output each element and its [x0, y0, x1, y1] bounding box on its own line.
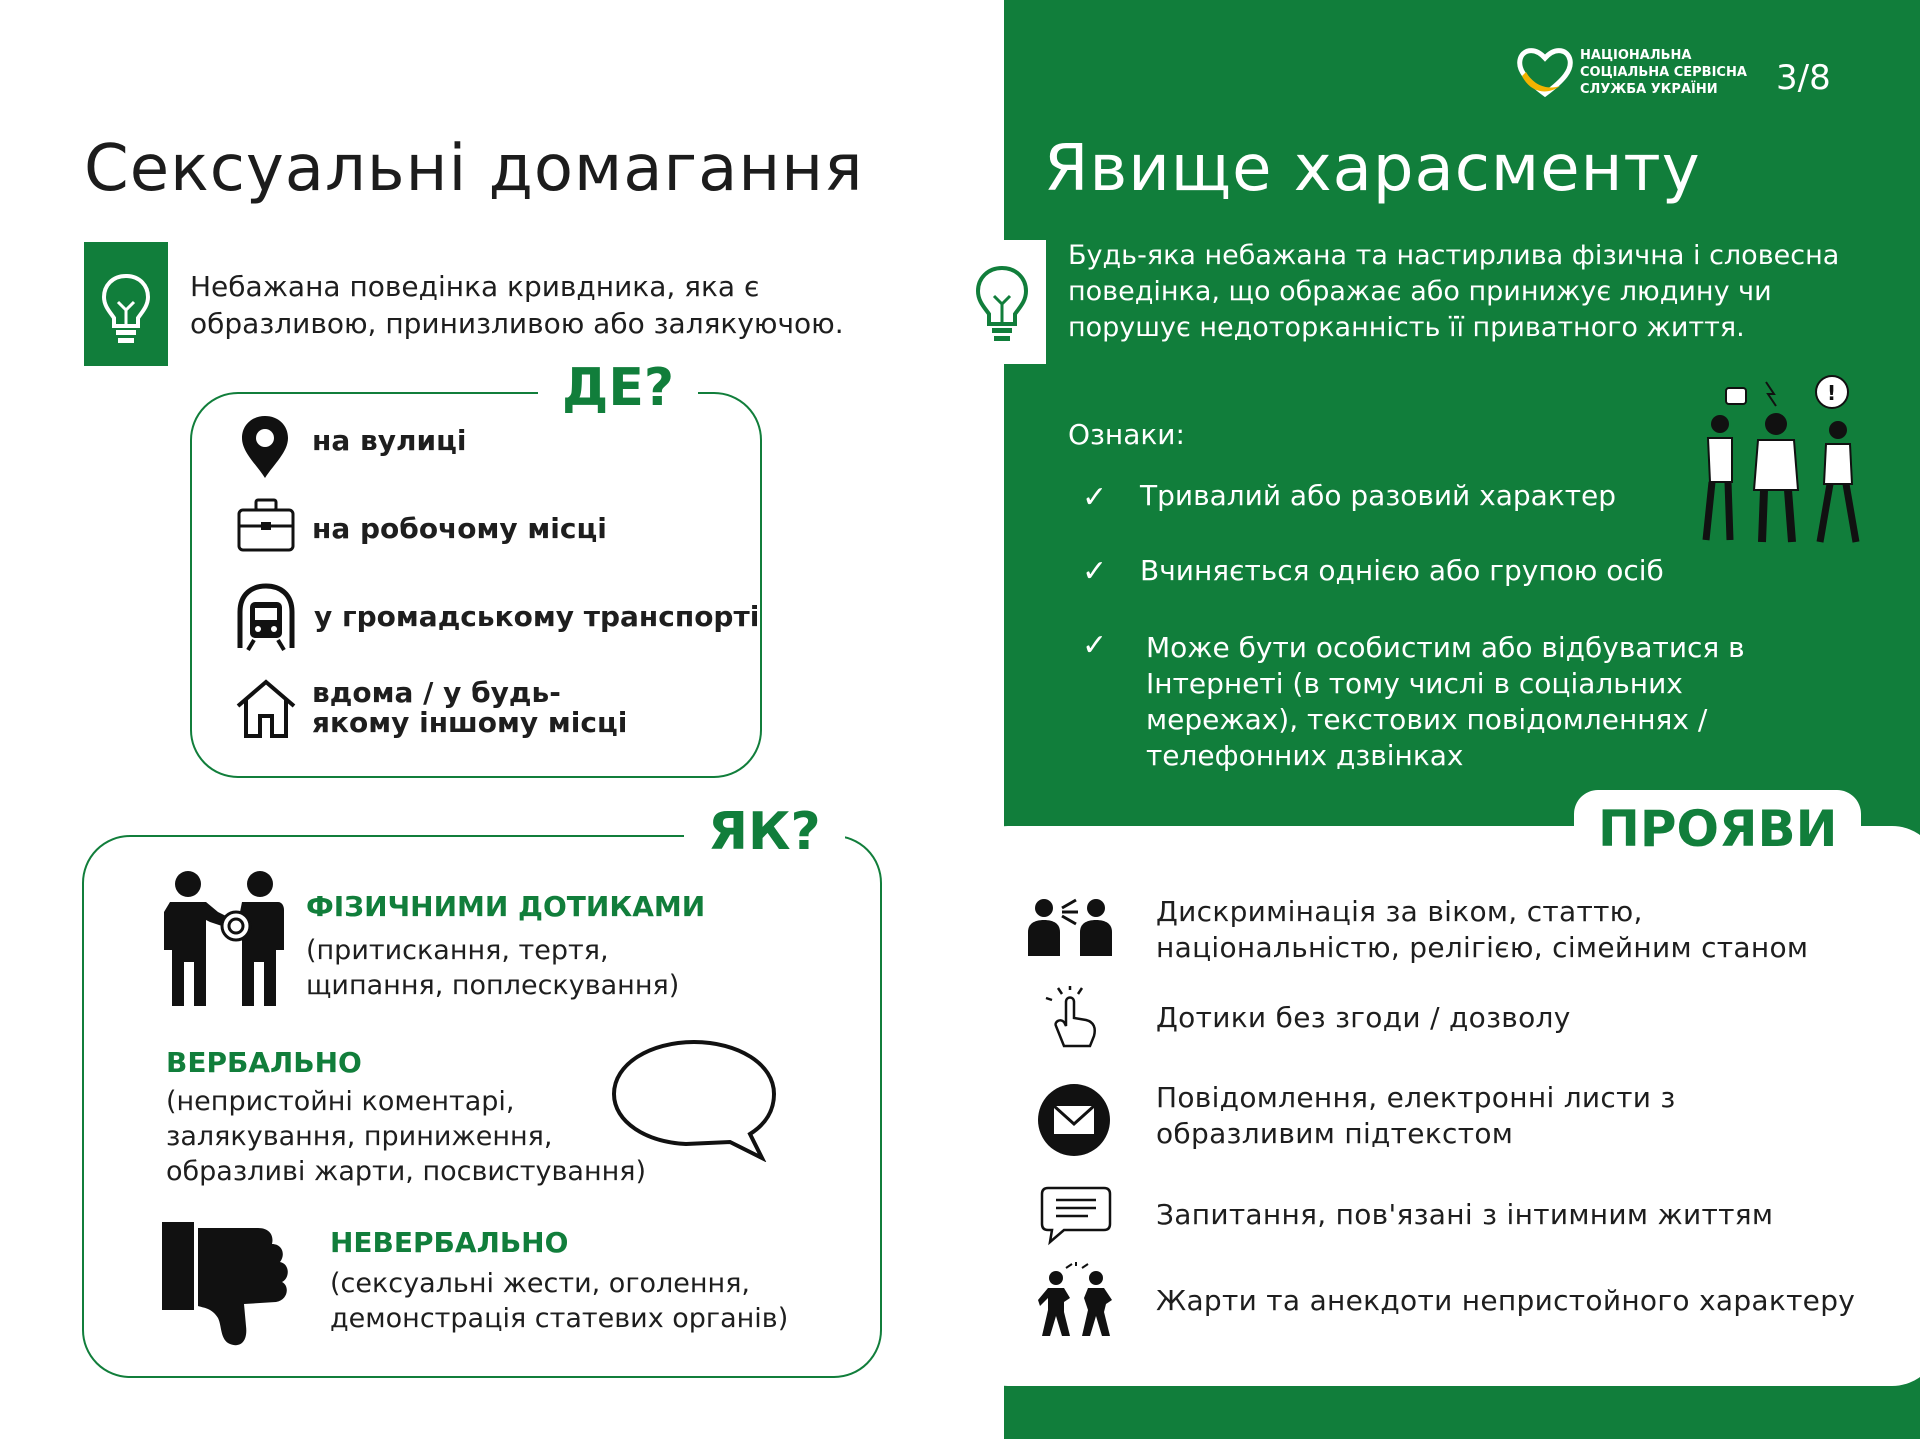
bulb-badge: [84, 242, 168, 366]
where-item-home: вдома / у будь-якому іншому місці: [312, 676, 628, 739]
lightbulb-icon: [84, 242, 168, 366]
how-nonverbal-desc: (сексуальні жести, оголення, демонстрація статевих органів): [330, 1268, 789, 1334]
people-illustration: [1696, 372, 1878, 550]
envelope-icon: [1036, 1082, 1112, 1158]
how-heading: ЯК?: [684, 806, 845, 858]
how-verbal-title: ВЕРБАЛЬНО: [166, 1046, 362, 1079]
forms-heading: ПРОЯВИ: [1574, 790, 1861, 866]
check-icon: ✓: [1082, 554, 1108, 589]
form-item-messages: Повідомлення, електронні листи з образливим підтекстом: [1156, 1081, 1676, 1150]
house-icon: [234, 676, 298, 740]
location-pin-icon: [238, 414, 292, 480]
where-item-workplace: на робочому місці: [312, 512, 607, 545]
touching-people-icon: [156, 870, 292, 1010]
right-title: Явище харасменту: [1044, 132, 1701, 206]
form-item-questions: Запитання, пов'язані з інтимним життям: [1156, 1198, 1774, 1231]
how-physical-title: ФІЗИЧНИМИ ДОТИКАМИ: [306, 890, 706, 923]
check-icon: ✓: [1082, 628, 1108, 663]
how-nonverbal-title: НЕВЕРБАЛЬНО: [330, 1226, 569, 1259]
chat-icon: [1040, 1184, 1112, 1246]
check-icon: ✓: [1082, 480, 1108, 515]
briefcase-icon: [236, 496, 296, 556]
left-title: Сексуальні домагання: [84, 132, 864, 206]
lightbulb-green-icon: [958, 240, 1046, 364]
where-item-street: на вулиці: [312, 424, 467, 457]
discrimination-icon: [1026, 894, 1116, 958]
svg-text:!: !: [1827, 381, 1837, 405]
how-verbal-desc: (непристойні коментарі, залякування, приниження, образливі жарти, посвистування): [166, 1086, 647, 1187]
sign-item: Вчиняється однією або групою осіб: [1140, 554, 1664, 587]
where-heading: ДЕ?: [538, 362, 698, 414]
left-definition: Небажана поведінка кривдника, яка є образливою, принизливою або залякуючою.: [190, 270, 844, 340]
speech-bubble-icon: [610, 1038, 778, 1162]
arguing-people-icon: [1036, 1262, 1116, 1338]
form-item-jokes: Жарти та анекдоти непристойного характеру: [1156, 1284, 1856, 1317]
org-name: НАЦІОНАЛЬНА СОЦІАЛЬНА СЕРВІСНА СЛУЖБА УКРАЇНИ: [1580, 48, 1747, 97]
heart-logo-icon: [1516, 46, 1574, 98]
org-logo: [1516, 46, 1574, 98]
thumbs-down-icon: [160, 1222, 294, 1350]
sign-item: Тривалий або разовий характер: [1140, 479, 1617, 512]
form-item-touch: Дотики без згоди / дозволу: [1156, 1001, 1571, 1034]
signs-label: Ознаки:: [1068, 418, 1185, 451]
where-item-transport: у громадському транспорті: [314, 600, 760, 633]
right-definition: Будь-яка небажана та настирлива фізична і словесна поведінка, що ображає або принижує людину чи порушує недоторканність її приватного життя.: [1068, 240, 1840, 343]
how-physical-desc: (притискання, тертя, щипання, поплескування): [306, 935, 680, 1001]
train-icon: [234, 582, 298, 654]
form-item-discrimination: Дискримінація за віком, статтю, національністю, релігією, сімейним станом: [1156, 895, 1809, 964]
page-number: 3/8: [1776, 58, 1831, 98]
bulb-badge-white: [958, 240, 1046, 364]
sign-item: Може бути особистим або відбуватися в Інтернеті (в тому числі в соціальних мережах), текстових повідомленнях / телефонних дзвінках: [1146, 631, 1745, 772]
touch-hand-icon: [1038, 986, 1108, 1050]
